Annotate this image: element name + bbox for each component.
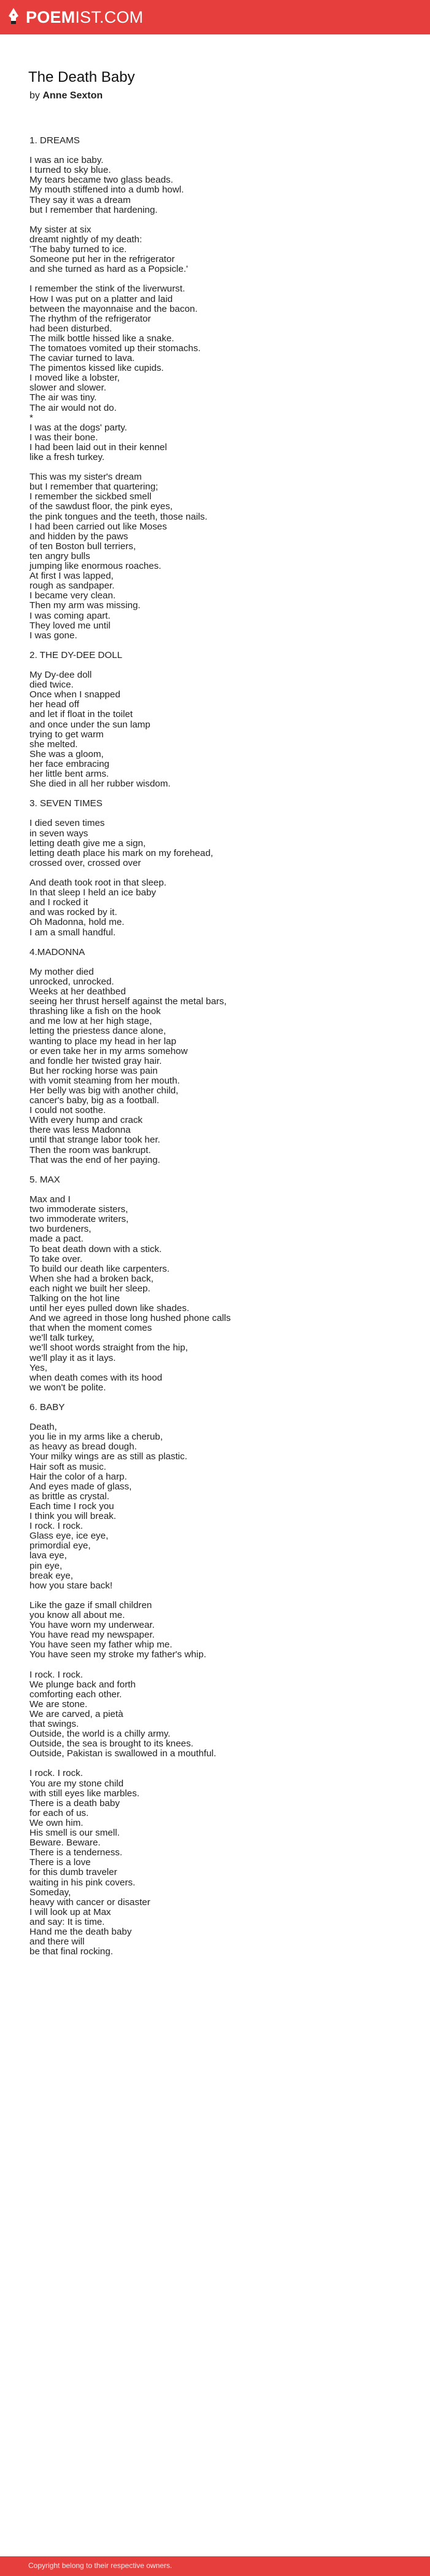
byline-prefix: by <box>29 90 43 101</box>
poem-author[interactable]: Anne Sexton <box>42 90 103 101</box>
site-logo[interactable] <box>26 8 143 26</box>
footer-copyright: Copyright belong to their respective owners. <box>28 2561 173 2570</box>
logo-light-text: IST.COM <box>75 8 144 26</box>
poem-title: The Death Baby <box>28 69 135 85</box>
pen-nib-icon[interactable] <box>7 7 20 26</box>
site-footer <box>0 2556 430 2576</box>
logo-bold-text: POEM <box>26 8 76 26</box>
poem-body: 1. DREAMS I was an ice baby. I turned to sky blue. My tears became two glass beads. My mouth stiffened into a dumb howl. They say it was a dream but I remember that hardening. My sister at six dreamt nightly of my death: 'The baby turned to ice. Someone put her in the refrigerator and she turned as hard as a Popsicle.' I remember the stink of the liverwurst. How I was put on a platter and laid between the mayonnaise and the bacon. The rhythm of the refrigerator had been disturbed. The milk bottle hissed like a snake. The tomatoes vomited up their stomachs. The caviar turned to lava. The pimentos kissed like cupids. I moved like a lobster, slower and slower. The air was tiny. The air would not do. * I was at the dogs' party. I was their bone. I had been laid out in their kennel like a fresh turkey. This was my sister's dream but I remember that quartering; I remember the sickbed smell of the sawdust floor, the pink eyes, the pink tongues and the teeth, those nails. I had been carried out like Moses and hidden by the paws of ten Boston bull terriers, ten angry bulls jumping like enormous roaches. At first I was lapped, rough as sandpaper. I became very clean. Then my arm was missing. I was coming apart. They loved me until I was gone. 2. THE DY-DEE DOLL My Dy-dee doll died twice. Once when I snapped her head off and let if float in the toilet and once under the sun lamp trying to get warm she melted. She was a gloom, her face embracing her little bent arms. She died in all her rubber wisdom. 3. SEVEN TIMES I died seven times in seven ways letting death give me a sign, letting death place his mark on my forehead, crossed over, crossed over And death took root in that sleep. In that sleep I held an ice baby and I rocked it and was rocked by it. Oh Madonna, hold me. I am a small handful. 4.MADONNA My mother died unrocked, unrocked. Weeks at her deathbed seeing her thrust herself against the metal bars, thrashing like a fish on the hook and me low at her high stage, letting the priestess dance alone, wanting to place my head in her lap or even take her in my arms somehow and fondle her twisted gray hair. But her rocking horse was pain with vomit steaming from her mouth. Her belly was big with another child, cancer's baby, big as a football. I could not soothe. With every hump and crack there was less Madonna until that strange labor took her. Then the room was bankrupt. That was the end of her paying. 5. MAX Max and I two immoderate sisters, two immoderate writers, two burdeners, made a pact. To beat death down with a stick. To take over. To build our death like carpenters. When she had a broken back, each night we built her sleep. Talking on the hot line until her eyes pulled down like shades. And we agreed in those long hushed phone calls that when the moment comes we'll talk turkey, we'll shoot words straight from the hip, we'll play it as it lays. Yes, when death comes with its hood we won't be polite. 6. BABY Death, you lie in my arms like a cherub, as heavy as bread dough. Your milky wings are as still as plastic. Hair soft as music. Hair the color of a harp. And eyes made of glass, as brittle as crystal. Each time I rock you I think you will break. I rock. I rock. Glass eye, ice eye, primordial eye, lava eye, pin eye, break eye, how you stare back! Like the gaze if small children you know all about me. You have worn my underwear. You have read my newspaper. You have seen my father whip me. You have seen my stroke my father's whip. I rock. I rock. We plunge back and forth comforting each other. We are stone. We are carved, a pietà that swings. Outside, the world is a chilly army. Outside, the sea is brought to its knees. Outside, Pakistan is swallowed in a mouthful. I rock. I rock. You are my stone child with still eyes like marbles. There is a death baby for each of us. We own him. His smell is our smell. Beware. Beware. There is a tenderness. There is a love for this dumb traveler waiting in his pink covers. Someday, heavy with cancer or disaster I will look up at Max and say: It is time. Hand me the death baby and there will be that final rocking. <box>29 135 231 1957</box>
poem-byline <box>29 89 103 103</box>
site-header <box>0 0 430 34</box>
